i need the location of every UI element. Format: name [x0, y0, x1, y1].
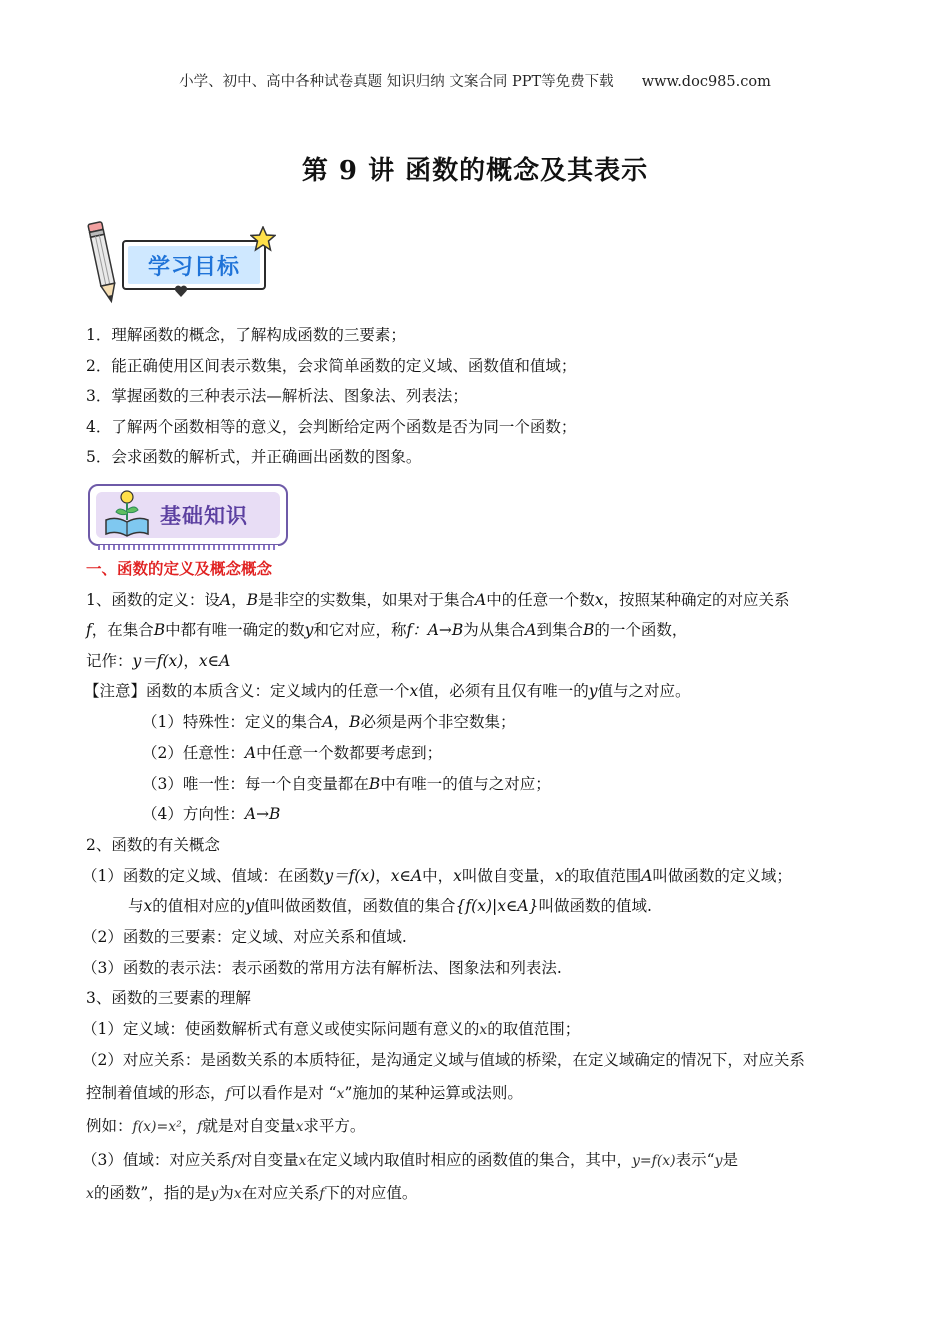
- badge-learning-goals: [84, 216, 284, 306]
- badge-basic-knowledge: [88, 484, 288, 554]
- goal-item: 1．理解函数的概念，了解构成函数的三要素；: [86, 326, 406, 344]
- section-heading-concepts: 2、函数的有关概念: [86, 836, 220, 854]
- badge-label: 基础知识: [160, 504, 248, 528]
- goal-item: 2．能正确使用区间表示数集，会求简单函数的定义域、函数值和值域；: [86, 356, 577, 375]
- definition-line-2: f，在集合B中都有唯一确定的数y和它对应，称f：A→B为从集合A到集合B的一个函数，: [86, 621, 688, 639]
- property-special: （1）特殊性：定义的集合A，B必须是两个非空数集；: [142, 713, 516, 731]
- definition-line-1: 1、函数的定义：设A，B是非空的实数集，如果对于集合A中的任意一个数x，按照某种确定的对应关系: [86, 591, 790, 609]
- learning-goals-list: [86, 320, 886, 473]
- property-arbitrary: （2）任意性：A中任意一个数都要考虑到；: [142, 744, 443, 762]
- understanding-mapping-cont: 控制着值域的形态，f可以看作是对 “x”施加的某种运算或法则。: [86, 1084, 523, 1102]
- property-unique: （3）唯一性：每一个自变量都在B中有唯一的值与之对应；: [142, 775, 551, 793]
- understanding-range: （3）值域：对应关系f对自变量x在定义域内取值时相应的函数值的集合，其中，y=f(x)表示“y是: [82, 1151, 739, 1169]
- concept-three-elements: （2）函数的三要素：定义域、对应关系和值域.: [82, 928, 407, 946]
- concept-function-value: 与x的值相对应的y值叫做函数值，函数值的集合{f(x)|x∈A}叫做函数的值域.: [128, 897, 652, 915]
- property-direction: （4）方向性：A→B: [142, 805, 281, 823]
- example-line: 例如：f(x)=x²，f就是对自变量x求平方。: [86, 1117, 366, 1135]
- section-heading-understanding: 3、函数的三要素的理解: [86, 989, 251, 1007]
- page-header: [0, 70, 950, 91]
- header-url[interactable]: www.doc985.com: [641, 74, 771, 90]
- badge-stripe: [98, 545, 278, 550]
- note-line: 【注意】函数的本质含义：定义域内的任意一个x值，必须有且仅有唯一的y值与之对应。: [84, 682, 691, 700]
- notation-line: 记作：y＝f(x)，x∈A: [86, 652, 231, 670]
- concept-domain-range: （1）函数的定义域、值域：在函数y＝f(x)，x∈A中，x叫做自变量，x的取值范围A叫做函数的定义域；: [82, 867, 792, 885]
- heart-icon: [174, 284, 188, 298]
- understanding-mapping: （2）对应关系：是函数关系的本质特征，是沟通定义域与值域的桥梁，在定义域确定的情况下，对应关系: [82, 1051, 805, 1069]
- badge-label: 学习目标: [128, 246, 260, 284]
- page-title: 第 9 讲 函数的概念及其表示: [301, 156, 649, 186]
- goal-item: 3．掌握函数的三种表示法—解析法、图象法、列表法；: [86, 387, 468, 405]
- understanding-domain: （1）定义域：使函数解析式有意义或使实际问题有意义的x的取值范围；: [82, 1020, 581, 1038]
- book-plant-icon: [100, 488, 154, 540]
- star-icon: [250, 226, 276, 252]
- understanding-range-cont: x的函数”，指的是y为x在对应关系f下的对应值。: [86, 1184, 418, 1202]
- concept-representation: （3）函数的表示法：表示函数的常用方法有解析法、图象法和列表法.: [82, 959, 562, 977]
- goal-item: 5．会求函数的解析式，并正确画出函数的图象。: [86, 448, 422, 466]
- goal-item: 4．了解两个函数相等的意义，会判断给定两个函数是否为同一个函数；: [86, 417, 577, 436]
- header-text: 小学、初中、高中各种试卷真题 知识归纳 文案合同 PPT等免费下载: [179, 74, 614, 90]
- section-heading-definition: 一、函数的定义及概念概念: [86, 560, 273, 578]
- pencil-icon: [84, 216, 124, 308]
- badge-frame: [122, 240, 266, 290]
